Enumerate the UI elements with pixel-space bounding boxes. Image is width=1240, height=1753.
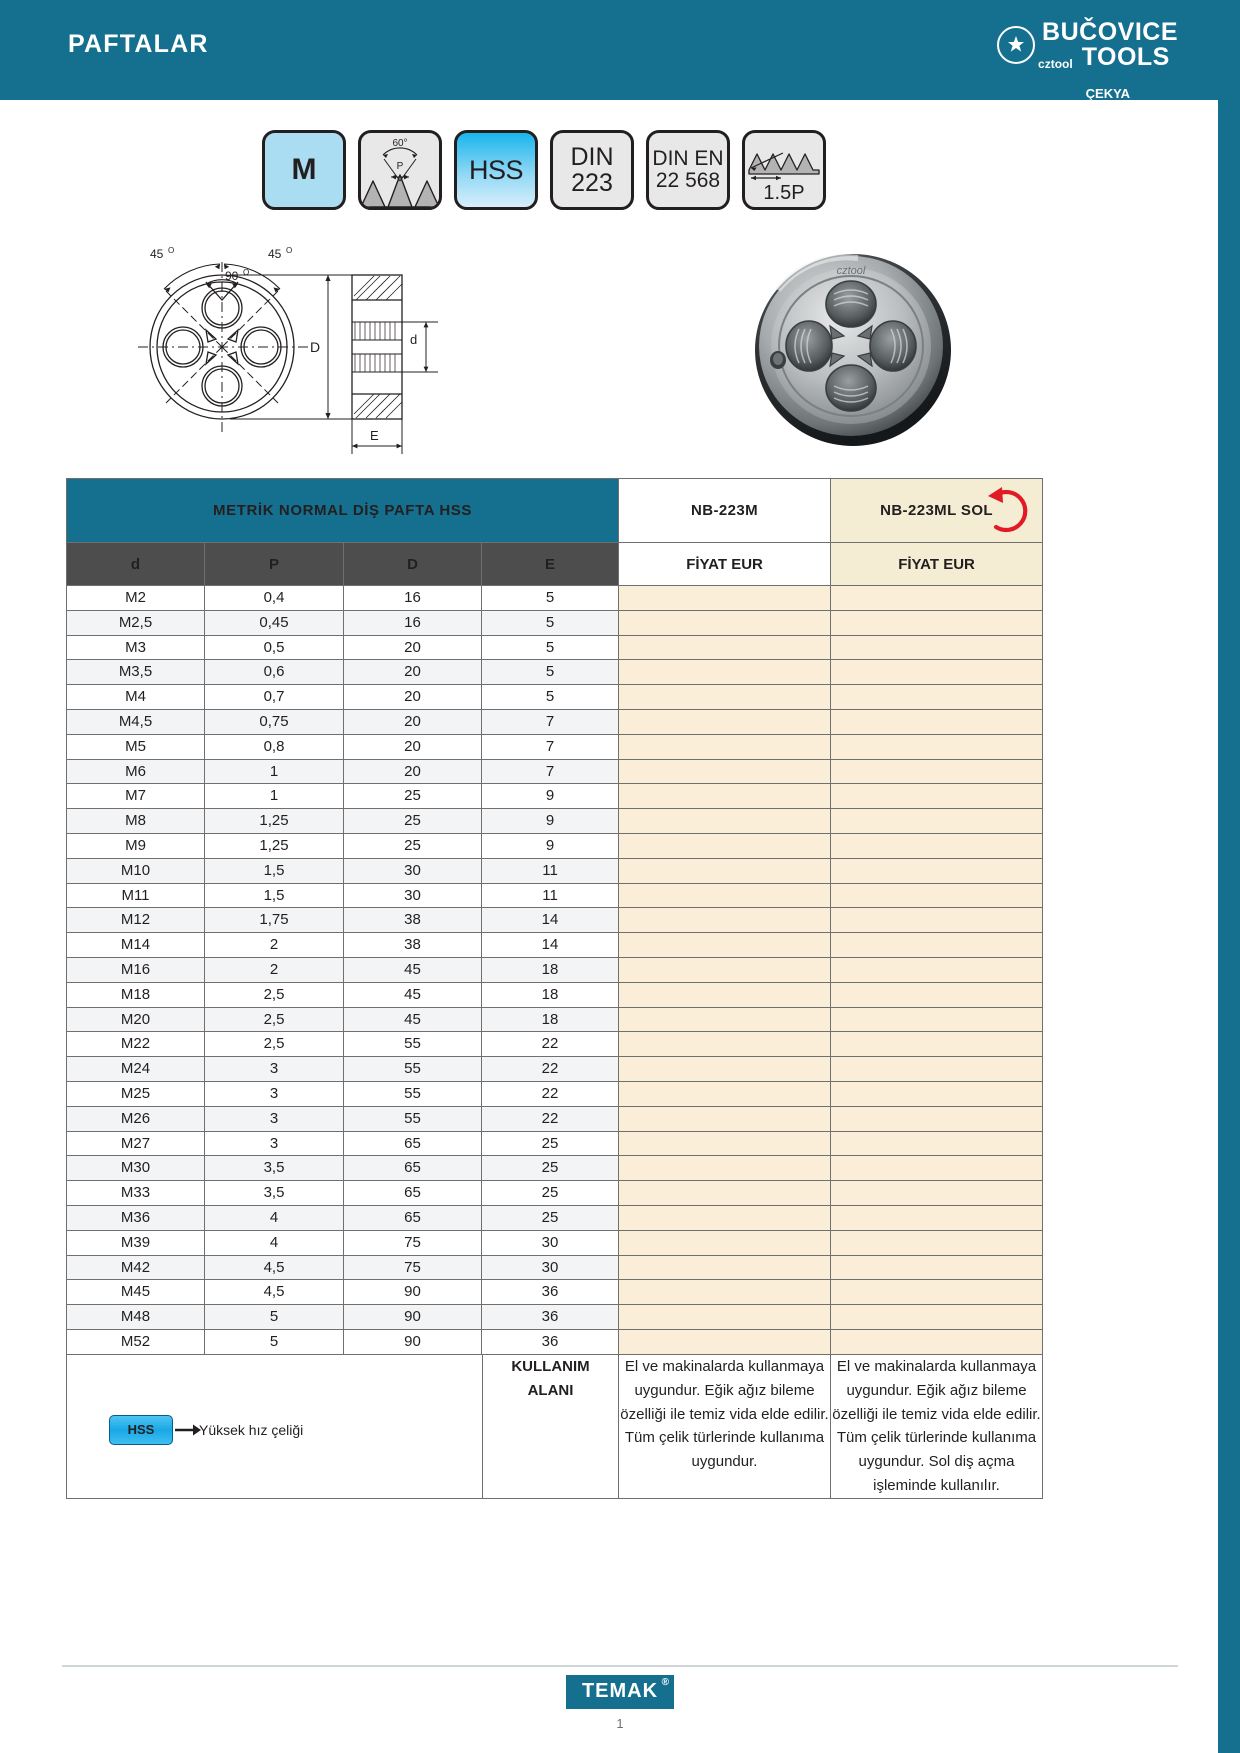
footer-divider — [62, 1665, 1178, 1667]
price-cell-right[interactable] — [619, 833, 831, 858]
table-row — [67, 1131, 1043, 1156]
cell-D: 20 — [344, 734, 482, 759]
badge-m-label: M — [291, 153, 317, 186]
price-cell-right[interactable] — [619, 1280, 831, 1305]
thread-type-m-badge — [262, 130, 346, 210]
table-row — [67, 1329, 1043, 1354]
price-cell-left[interactable] — [831, 610, 1043, 635]
price-cell-right[interactable] — [619, 1156, 831, 1181]
price-cell-left[interactable] — [831, 660, 1043, 685]
cell-D: 38 — [344, 908, 482, 933]
svg-text:O: O — [243, 268, 250, 277]
cell-D: 38 — [344, 933, 482, 958]
cell-p: 0,5 — [205, 635, 344, 660]
price-cell-right[interactable] — [619, 809, 831, 834]
cell-p: 5 — [205, 1329, 344, 1354]
cell-p: 4 — [205, 1205, 344, 1230]
cell-D: 65 — [344, 1156, 482, 1181]
cell-E: 25 — [482, 1181, 619, 1206]
col-header-E: E — [482, 543, 619, 586]
dimension-label-d: d — [410, 332, 418, 347]
price-cell-right[interactable] — [619, 1255, 831, 1280]
product-photo-die — [748, 238, 958, 458]
usage-title-line1: KULLANIM — [511, 1358, 590, 1375]
badge-din-en-line1: DIN EN — [652, 146, 724, 170]
table-row — [67, 1081, 1043, 1106]
price-cell-left[interactable] — [831, 933, 1043, 958]
cell-d: M3 — [67, 635, 205, 660]
cell-p: 3 — [205, 1081, 344, 1106]
price-cell-right[interactable] — [619, 908, 831, 933]
usage-title-line2: ALANI — [527, 1381, 574, 1399]
cell-d: M2,5 — [67, 610, 205, 635]
price-cell-left[interactable] — [831, 1081, 1043, 1106]
svg-text:90: 90 — [225, 269, 239, 283]
price-cell-left[interactable] — [831, 809, 1043, 834]
svg-text:45: 45 — [268, 247, 282, 261]
cell-p: 1 — [205, 759, 344, 784]
price-cell-left[interactable] — [831, 883, 1043, 908]
cell-E: 22 — [482, 1032, 619, 1057]
cell-d: M48 — [67, 1305, 205, 1330]
price-cell-left[interactable] — [831, 982, 1043, 1007]
thread-profile-60deg-badge — [358, 130, 442, 210]
cell-d: M26 — [67, 1106, 205, 1131]
price-cell-left[interactable] — [831, 1305, 1043, 1330]
cell-E: 18 — [482, 982, 619, 1007]
cell-p: 5 — [205, 1305, 344, 1330]
right-edge-strip — [1218, 100, 1240, 1660]
cell-D: 90 — [344, 1329, 482, 1354]
table-row — [67, 734, 1043, 759]
badge-din-line1: DIN — [570, 142, 614, 171]
table-row — [67, 1007, 1043, 1032]
price-cell-right[interactable] — [619, 660, 831, 685]
spec-badge-row — [262, 130, 826, 210]
table-main-header: METRİK NORMAL DİŞ PAFTA HSS — [67, 479, 619, 543]
price-cell-right[interactable] — [619, 1181, 831, 1206]
brand-name-line1: BUČOVICE — [1042, 18, 1178, 46]
table-row — [67, 1280, 1043, 1305]
cell-E: 14 — [482, 908, 619, 933]
cell-p: 3,5 — [205, 1181, 344, 1206]
cell-E: 36 — [482, 1305, 619, 1330]
price-cell-right[interactable] — [619, 709, 831, 734]
cell-D: 20 — [344, 660, 482, 685]
cell-D: 65 — [344, 1181, 482, 1206]
svg-text:O: O — [286, 246, 293, 255]
cell-d: M42 — [67, 1255, 205, 1280]
cell-d: M12 — [67, 908, 205, 933]
cell-p: 0,7 — [205, 685, 344, 710]
chamfer-length-badge — [742, 130, 826, 210]
price-cell-right[interactable] — [619, 883, 831, 908]
specs-table — [66, 478, 1043, 1355]
cell-d: M52 — [67, 1329, 205, 1354]
cell-E: 7 — [482, 734, 619, 759]
cell-p: 2,5 — [205, 1032, 344, 1057]
svg-text:P: P — [396, 161, 404, 172]
price-cell-left[interactable] — [831, 635, 1043, 660]
cell-D: 20 — [344, 759, 482, 784]
col-header-price-right: FİYAT EUR — [619, 543, 831, 586]
price-cell-right[interactable] — [619, 1131, 831, 1156]
cell-D: 55 — [344, 1081, 482, 1106]
usage-text-left-hand: El ve makinalarda kullanmaya uygundur. Eğik ağız bileme özelliği ile temiz vida elde edilir. Tüm çelik türlerinde kullanıma uygundur. Sol diş açma işleminde kullanılır. — [831, 1355, 1043, 1499]
cell-E: 9 — [482, 809, 619, 834]
price-cell-left[interactable] — [831, 1230, 1043, 1255]
cell-D: 55 — [344, 1106, 482, 1131]
table-row — [67, 1181, 1043, 1206]
price-cell-right[interactable] — [619, 1305, 831, 1330]
brand-country: ÇEKYA — [1085, 86, 1130, 101]
price-cell-right[interactable] — [619, 957, 831, 982]
cell-D: 45 — [344, 982, 482, 1007]
price-cell-left[interactable] — [831, 685, 1043, 710]
cell-E: 9 — [482, 784, 619, 809]
table-row — [67, 610, 1043, 635]
table-row — [67, 833, 1043, 858]
cell-D: 90 — [344, 1305, 482, 1330]
usage-text-right-hand: El ve makinalarda kullanmaya uygundur. Eğik ağız bileme özelliği ile temiz vida elde edilir. Tüm çelik türlerinde kullanıma uygundur. — [619, 1355, 831, 1499]
temak-logo-mark: ® — [661, 1677, 671, 1688]
specs-table-body — [67, 586, 1043, 1355]
cell-p: 4 — [205, 1230, 344, 1255]
hss-legend-chip: HSS — [109, 1415, 173, 1445]
temak-logo — [566, 1675, 674, 1709]
cell-E: 36 — [482, 1329, 619, 1354]
cell-d: M36 — [67, 1205, 205, 1230]
table-row — [67, 1230, 1043, 1255]
dimension-label-E: E — [370, 428, 379, 443]
cell-p: 2 — [205, 957, 344, 982]
cell-p: 0,4 — [205, 586, 344, 611]
cell-D: 65 — [344, 1131, 482, 1156]
cell-D: 55 — [344, 1057, 482, 1082]
price-cell-left[interactable] — [831, 1057, 1043, 1082]
cell-d: M2 — [67, 586, 205, 611]
price-cell-right[interactable] — [619, 610, 831, 635]
cell-E: 7 — [482, 759, 619, 784]
svg-text:60°: 60° — [392, 138, 408, 149]
cell-p: 1,75 — [205, 908, 344, 933]
cell-D: 30 — [344, 883, 482, 908]
cell-d: M30 — [67, 1156, 205, 1181]
table-row — [67, 685, 1043, 710]
price-cell-right[interactable] — [619, 734, 831, 759]
cell-E: 30 — [482, 1230, 619, 1255]
cell-E: 25 — [482, 1131, 619, 1156]
cell-D: 25 — [344, 784, 482, 809]
price-cell-left[interactable] — [831, 1156, 1043, 1181]
price-cell-left[interactable] — [831, 1032, 1043, 1057]
cell-E: 5 — [482, 660, 619, 685]
material-hss-badge — [454, 130, 538, 210]
cell-D: 90 — [344, 1280, 482, 1305]
cell-d: M10 — [67, 858, 205, 883]
table-code-header-left-hand — [831, 479, 1043, 543]
svg-text:O: O — [168, 246, 175, 255]
standard-din-en-badge — [646, 130, 730, 210]
cell-d: M5 — [67, 734, 205, 759]
cell-E: 25 — [482, 1205, 619, 1230]
table-row — [67, 1305, 1043, 1330]
table-row — [67, 635, 1043, 660]
left-hand-code-label: NB-223ML SOL — [880, 502, 993, 519]
price-cell-right[interactable] — [619, 1057, 831, 1082]
table-row — [67, 908, 1043, 933]
price-cell-left[interactable] — [831, 1007, 1043, 1032]
cell-E: 5 — [482, 635, 619, 660]
table-code-header-right: NB-223M — [619, 479, 831, 543]
temak-logo-text: TEMAK — [581, 1680, 659, 1702]
cell-d: M11 — [67, 883, 205, 908]
left-hand-rotation-arrow-icon — [982, 485, 1028, 539]
price-cell-left[interactable] — [831, 1131, 1043, 1156]
col-header-D: D — [344, 543, 482, 586]
price-cell-right[interactable] — [619, 858, 831, 883]
price-cell-left[interactable] — [831, 734, 1043, 759]
table-row — [67, 1057, 1043, 1082]
cell-E: 18 — [482, 1007, 619, 1032]
table-row — [67, 1205, 1043, 1230]
cell-p: 1 — [205, 784, 344, 809]
cell-p: 1,25 — [205, 809, 344, 834]
brand-name-line2: TOOLS — [1081, 43, 1170, 71]
cell-d: M18 — [67, 982, 205, 1007]
brand-mark-text: cztool — [1038, 57, 1073, 71]
svg-text:cztool: cztool — [836, 265, 866, 277]
col-header-price-left: FİYAT EUR — [831, 543, 1043, 586]
badge-chamfer-label: 1.5P — [763, 181, 805, 204]
cell-D: 65 — [344, 1205, 482, 1230]
table-row — [67, 1156, 1043, 1181]
cell-E: 25 — [482, 1156, 619, 1181]
cell-p: 1,5 — [205, 883, 344, 908]
cell-D: 45 — [344, 957, 482, 982]
cell-d: M4 — [67, 685, 205, 710]
price-cell-left[interactable] — [831, 1106, 1043, 1131]
cell-D: 16 — [344, 610, 482, 635]
table-row — [67, 1032, 1043, 1057]
table-row — [67, 784, 1043, 809]
page-header — [0, 0, 1240, 100]
price-cell-right[interactable] — [619, 1230, 831, 1255]
table-row — [67, 858, 1043, 883]
cell-d: M9 — [67, 833, 205, 858]
price-cell-right[interactable] — [619, 784, 831, 809]
cell-E: 5 — [482, 586, 619, 611]
table-row — [67, 933, 1043, 958]
cell-D: 55 — [344, 1032, 482, 1057]
badge-hss-label: HSS — [468, 154, 524, 185]
usage-area-title — [483, 1355, 619, 1499]
cell-D: 30 — [344, 858, 482, 883]
cell-p: 2,5 — [205, 982, 344, 1007]
price-cell-right[interactable] — [619, 1205, 831, 1230]
cell-E: 5 — [482, 685, 619, 710]
cell-p: 0,8 — [205, 734, 344, 759]
cell-D: 75 — [344, 1230, 482, 1255]
price-cell-left[interactable] — [831, 957, 1043, 982]
table-row — [67, 957, 1043, 982]
cell-E: 22 — [482, 1057, 619, 1082]
cell-d: M14 — [67, 933, 205, 958]
price-cell-right[interactable] — [619, 759, 831, 784]
cell-p: 1,5 — [205, 858, 344, 883]
cell-p: 3 — [205, 1131, 344, 1156]
cell-E: 9 — [482, 833, 619, 858]
cell-d: M3,5 — [67, 660, 205, 685]
price-cell-right[interactable] — [619, 1032, 831, 1057]
cell-D: 75 — [344, 1255, 482, 1280]
cell-d: M16 — [67, 957, 205, 982]
price-cell-left[interactable] — [831, 1329, 1043, 1354]
cell-D: 25 — [344, 833, 482, 858]
table-row — [67, 1106, 1043, 1131]
price-cell-left[interactable] — [831, 1181, 1043, 1206]
technical-drawing — [120, 222, 450, 467]
temak-logo-block — [0, 1675, 1240, 1709]
cell-p: 4,5 — [205, 1255, 344, 1280]
cell-p: 2 — [205, 933, 344, 958]
cell-D: 16 — [344, 586, 482, 611]
price-cell-right[interactable] — [619, 1081, 831, 1106]
price-cell-left[interactable] — [831, 1280, 1043, 1305]
badge-din-line2: 223 — [571, 169, 613, 197]
cell-p: 0,75 — [205, 709, 344, 734]
price-cell-right[interactable] — [619, 685, 831, 710]
cell-E: 11 — [482, 858, 619, 883]
cell-D: 45 — [344, 1007, 482, 1032]
table-row — [67, 586, 1043, 611]
price-cell-left[interactable] — [831, 1255, 1043, 1280]
cell-p: 3 — [205, 1106, 344, 1131]
col-header-d: d — [67, 543, 205, 586]
cell-E: 18 — [482, 957, 619, 982]
usage-info-table — [66, 1354, 1043, 1499]
page-number: 1 — [616, 1716, 624, 1731]
cell-d: M24 — [67, 1057, 205, 1082]
table-row — [67, 883, 1043, 908]
hss-legend-text: Yüksek hız çeliği — [199, 1422, 304, 1438]
cell-p: 4,5 — [205, 1280, 344, 1305]
cell-p: 0,6 — [205, 660, 344, 685]
price-cell-left[interactable] — [831, 908, 1043, 933]
price-cell-left[interactable] — [831, 833, 1043, 858]
cell-E: 7 — [482, 709, 619, 734]
svg-text:45: 45 — [150, 247, 164, 261]
price-cell-left[interactable] — [831, 1205, 1043, 1230]
cell-d: M6 — [67, 759, 205, 784]
table-row — [67, 660, 1043, 685]
price-cell-left[interactable] — [831, 759, 1043, 784]
price-cell-right[interactable] — [619, 1329, 831, 1354]
cell-E: 30 — [482, 1255, 619, 1280]
cell-E: 11 — [482, 883, 619, 908]
price-cell-right[interactable] — [619, 1007, 831, 1032]
dimension-label-D: D — [310, 339, 321, 355]
page-title: PAFTALAR — [68, 30, 209, 58]
cell-d: M8 — [67, 809, 205, 834]
cell-p: 3,5 — [205, 1156, 344, 1181]
price-cell-right[interactable] — [619, 635, 831, 660]
cell-d: M20 — [67, 1007, 205, 1032]
cell-d: M27 — [67, 1131, 205, 1156]
cell-d: M4,5 — [67, 709, 205, 734]
price-cell-left[interactable] — [831, 709, 1043, 734]
price-cell-right[interactable] — [619, 1106, 831, 1131]
cell-D: 25 — [344, 809, 482, 834]
cell-D: 20 — [344, 709, 482, 734]
cell-D: 20 — [344, 685, 482, 710]
cell-E: 22 — [482, 1081, 619, 1106]
legend-cell — [67, 1355, 483, 1499]
cell-D: 20 — [344, 635, 482, 660]
cell-p: 0,45 — [205, 610, 344, 635]
table-row — [67, 709, 1043, 734]
cell-d: M22 — [67, 1032, 205, 1057]
cell-p: 2,5 — [205, 1007, 344, 1032]
cell-d: M7 — [67, 784, 205, 809]
price-cell-left[interactable] — [831, 586, 1043, 611]
cell-d: M33 — [67, 1181, 205, 1206]
bucovice-logo-icon — [997, 26, 1035, 64]
cell-d: M39 — [67, 1230, 205, 1255]
badge-din-en-line2: 22 568 — [655, 169, 721, 192]
table-row — [67, 982, 1043, 1007]
brand-block — [997, 20, 1178, 101]
cell-d: M45 — [67, 1280, 205, 1305]
table-row — [67, 1255, 1043, 1280]
cell-E: 5 — [482, 610, 619, 635]
table-row — [67, 809, 1043, 834]
price-cell-left[interactable] — [831, 784, 1043, 809]
price-cell-right[interactable] — [619, 982, 831, 1007]
col-header-p: P — [205, 543, 344, 586]
cell-d: M25 — [67, 1081, 205, 1106]
table-row — [67, 759, 1043, 784]
cell-p: 3 — [205, 1057, 344, 1082]
cell-p: 1,25 — [205, 833, 344, 858]
cell-E: 22 — [482, 1106, 619, 1131]
cell-E: 36 — [482, 1280, 619, 1305]
cell-E: 14 — [482, 933, 619, 958]
price-cell-right[interactable] — [619, 586, 831, 611]
legend-arrow-icon — [175, 1421, 201, 1445]
price-cell-right[interactable] — [619, 933, 831, 958]
standard-din-badge — [550, 130, 634, 210]
price-cell-left[interactable] — [831, 858, 1043, 883]
